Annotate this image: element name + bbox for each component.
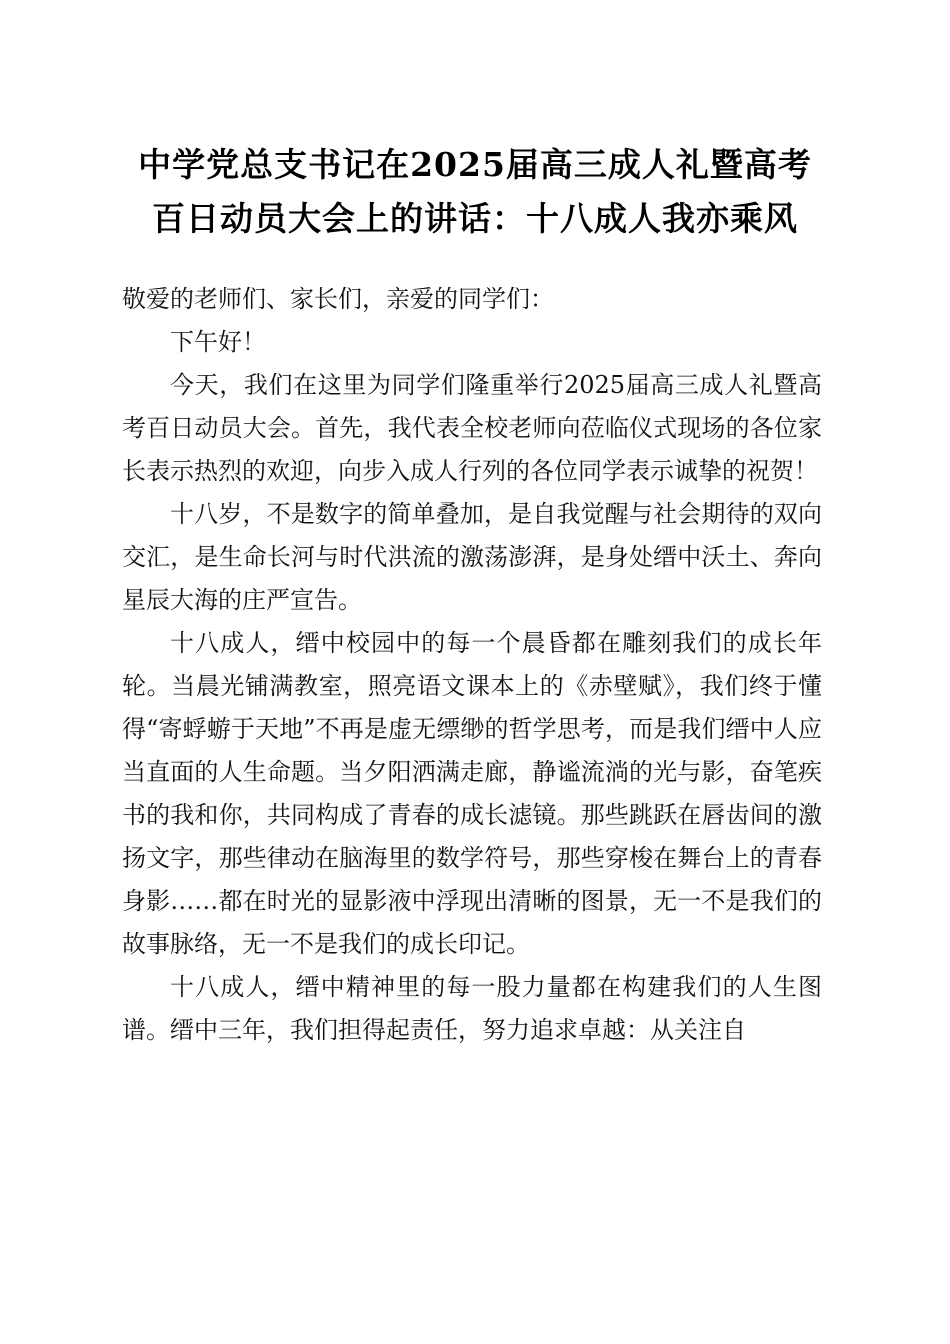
- title-line-2: 百日动员大会上的讲话：十八成人我亦乘风: [152, 199, 798, 238]
- document-title: [100, 138, 850, 246]
- paragraph-eighteen: 十八岁，不是数字的简单叠加，是自我觉醒与社会期待的双向交汇，是生命长河与时代洪流的激荡澎湃，是身处缙中沃土、奔向星辰大海的庄严宣告。: [122, 500, 822, 614]
- paragraph-greeting: 下午好！: [170, 328, 266, 356]
- title-line-1: 中学党总支书记在2025届高三成人礼暨高考: [138, 145, 812, 184]
- paragraph-campus: 十八成人，缙中校园中的每一个晨昏都在雕刻我们的成长年轮。当晨光铺满教室，照亮语文课本上的《赤壁赋》，我们终于懂得“寄蜉蝣于天地”不再是虚无缥缈的哲学思考，而是我们缙中人应当直面的人生命题。当夕阳洒满走廊，静谧流淌的光与影，奋笔疾书的我和你，共同构成了青春的成长滤镜。那些跳跃在唇齿间的激扬文字，那些律动在脑海里的数学符号，那些穿梭在舞台上的青春身影……都在时光的显影液中浮现出清晰的图景，无一不是我们的故事脉络，无一不是我们的成长印记。: [122, 629, 822, 958]
- salutation: 敬爱的老师们、家长们，亲爱的同学们：: [122, 285, 554, 313]
- document-body: [122, 278, 822, 1052]
- paragraph-spirit: 十八成人，缙中精神里的每一股力量都在构建我们的人生图谱。缙中三年，我们担得起责任，努力追求卓越：从关注自: [122, 973, 822, 1044]
- paragraph-welcome: 今天，我们在这里为同学们隆重举行2025届高三成人礼暨高考百日动员大会。首先，我代表全校老师向莅临仪式现场的各位家长表示热烈的欢迎，向步入成人行列的各位同学表示诚挚的祝贺！: [122, 371, 822, 485]
